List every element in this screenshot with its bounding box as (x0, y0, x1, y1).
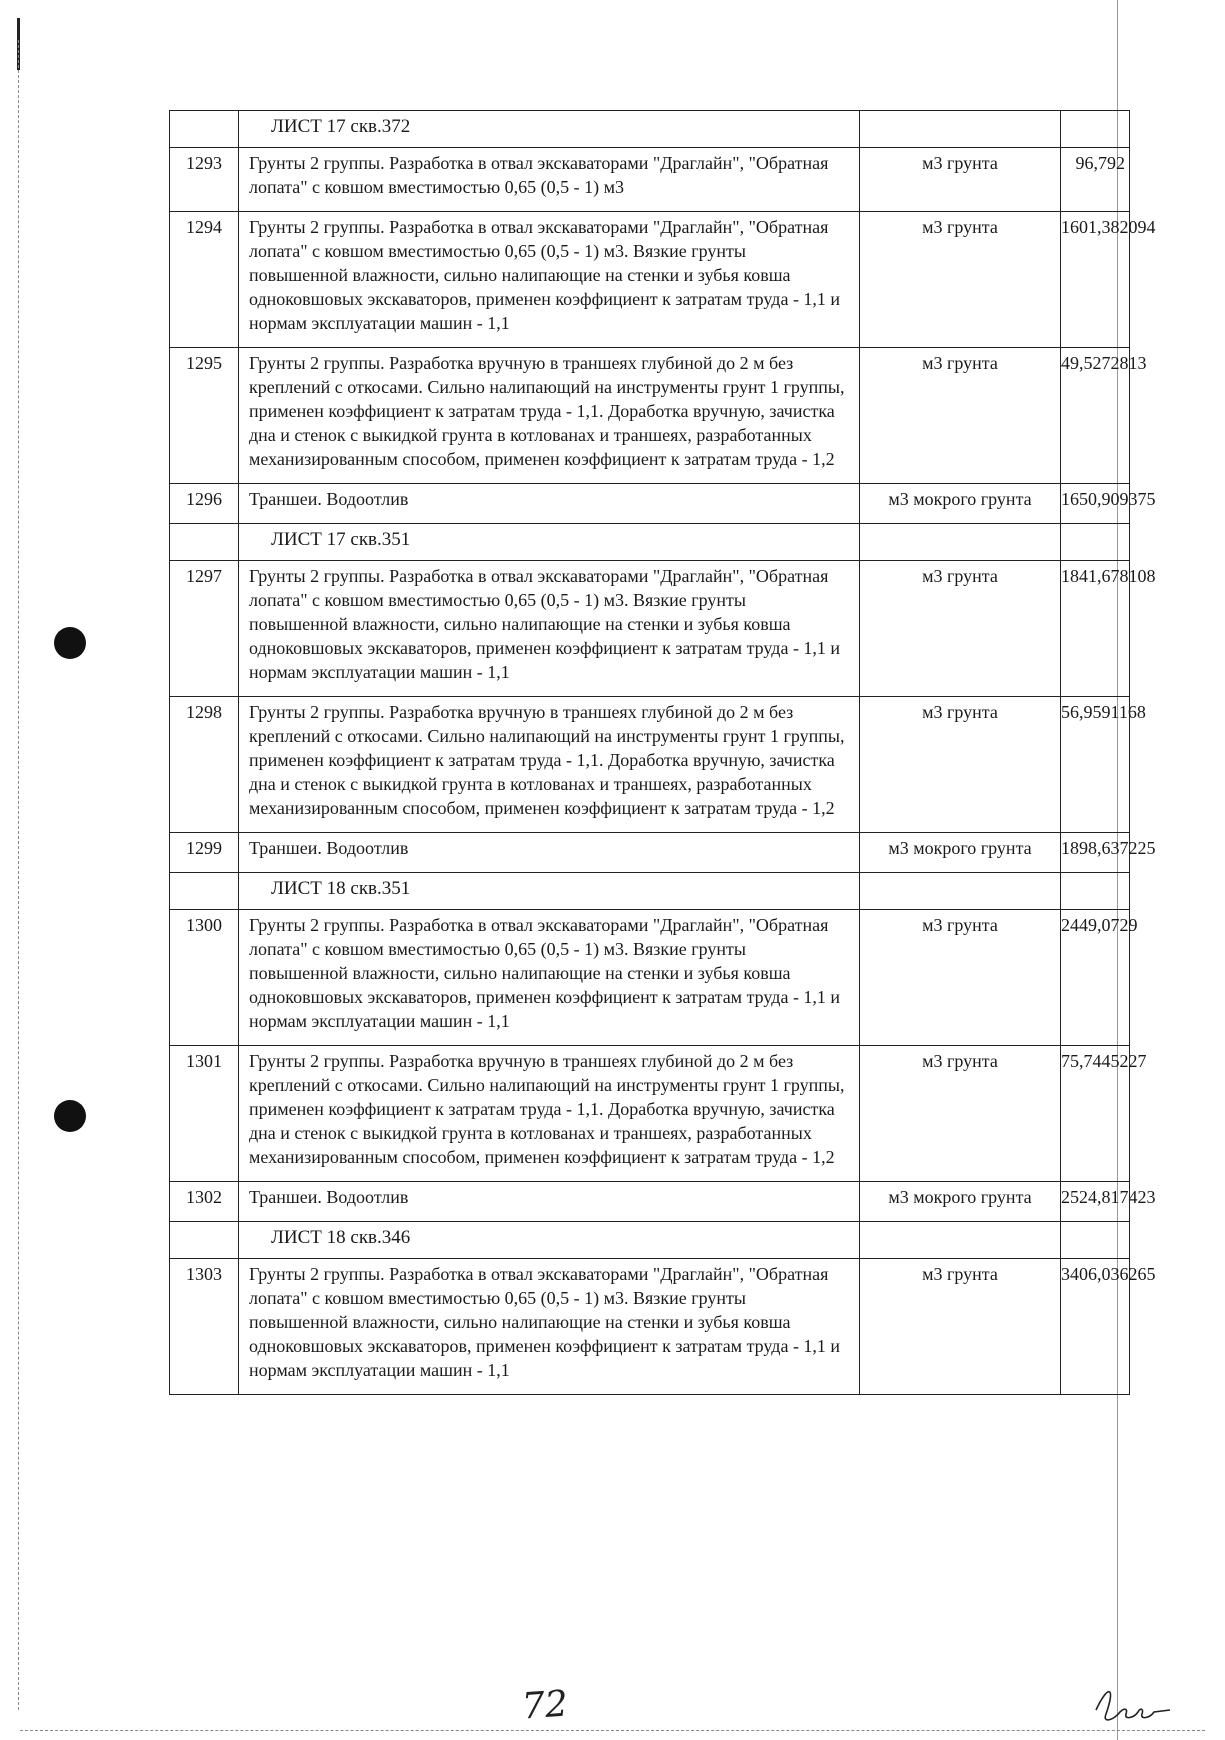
unit-of-measure: м3 мокрого грунта (888, 489, 1032, 509)
unit-of-measure: м3 грунта (922, 566, 998, 586)
table-row (170, 561, 1130, 697)
quantity-value: 75,7445227 (1061, 1051, 1147, 1071)
section-header (170, 1222, 1130, 1259)
estimate-table (169, 110, 1156, 1395)
work-description: Грунты 2 группы. Разработка вручную в траншеях глубиной до 2 м без креплений с откосами. Сильно налипающий на инструменты грунт 1 группы, применен коэффициент к затратам труда - 1,1. Доработка вручную, зачистка дна и стенок с выкидкой грунта в котлованах и траншеях, разработанных механизированным способом, применен коэффициент к затратам труда - 1,2 (249, 702, 845, 818)
work-description: Грунты 2 группы. Разработка в отвал экскаваторами "Драглайн", "Обратная лопата" с ковшом вместимостью 0,65 (0,5 - 1) м3. Вязкие грунты повышенной влажности, сильно налипающие на стенки и зубья ковша одноковшовых экскаваторов, применен коэффициент к затратам труда - 1,1 и нормам эксплуатации машин - 1,1 (249, 566, 841, 682)
row-number: 1302 (186, 1187, 222, 1207)
table-row (170, 212, 1130, 348)
work-description: Грунты 2 группы. Разработка в отвал экскаваторами "Драглайн", "Обратная лопата" с ковшом вместимостью 0,65 (0,5 - 1) м3. Вязкие грунты повышенной влажности, сильно налипающие на стенки и зубья ковша одноковшовых экскаваторов, применен коэффициент к затратам труда - 1,1 и нормам эксплуатации машин - 1,1 (249, 1264, 841, 1380)
table-row (170, 697, 1130, 833)
unit-of-measure: м3 грунта (922, 353, 998, 373)
unit-of-measure: м3 грунта (922, 217, 998, 237)
work-description: Грунты 2 группы. Разработка вручную в траншеях глубиной до 2 м без креплений с откосами. Сильно налипающий на инструменты грунт 1 группы, применен коэффициент к затратам труда - 1,1. Доработка вручную, зачистка дна и стенок с выкидкой грунта в котлованах и траншеях, разработанных механизированным способом, применен коэффициент к затратам труда - 1,2 (249, 353, 845, 469)
work-description: Траншеи. Водоотлив (249, 838, 409, 858)
section-header (170, 524, 1130, 561)
table-row (170, 484, 1130, 524)
row-number: 1298 (186, 702, 222, 722)
quantity-value: 49,5272813 (1061, 353, 1147, 373)
punch-hole (54, 627, 86, 659)
unit-of-measure: м3 грунта (922, 702, 998, 722)
section-title: ЛИСТ 18 скв.351 (239, 873, 860, 910)
section-title: ЛИСТ 17 скв.351 (239, 524, 860, 561)
left-margin-line (18, 40, 19, 1710)
bottom-margin-line (20, 1730, 1205, 1731)
quantity-value: 1650,909375 (1061, 489, 1156, 509)
quantity-value: 2524,817423 (1061, 1187, 1156, 1207)
punch-hole (54, 1100, 86, 1132)
unit-of-measure: м3 грунта (922, 1264, 998, 1284)
quantity-value: 1898,637225 (1061, 838, 1156, 858)
work-description: Грунты 2 группы. Разработка в отвал экскаваторами "Драглайн", "Обратная лопата" с ковшом вместимостью 0,65 (0,5 - 1) м3. Вязкие грунты повышенной влажности, сильно налипающие на стенки и зубья ковша одноковшовых экскаваторов, применен коэффициент к затратам труда - 1,1 и нормам эксплуатации машин - 1,1 (249, 217, 841, 333)
row-number: 1300 (186, 915, 222, 935)
page-number: 72 (520, 1683, 570, 1728)
quantity-value: 1841,678108 (1061, 566, 1156, 586)
table-row (170, 148, 1130, 212)
table-row (170, 833, 1130, 873)
work-description: Траншеи. Водоотлив (249, 1187, 409, 1207)
work-description: Грунты 2 группы. Разработка вручную в траншеях глубиной до 2 м без креплений с откосами. Сильно налипающий на инструменты грунт 1 группы, применен коэффициент к затратам труда - 1,1. Доработка вручную, зачистка дна и стенок с выкидкой грунта в котлованах и траншеях, разработанных механизированным способом, применен коэффициент к затратам труда - 1,2 (249, 1051, 845, 1167)
section-title: ЛИСТ 18 скв.346 (239, 1222, 860, 1259)
quantity-value: 56,9591168 (1061, 702, 1146, 722)
row-number: 1297 (186, 566, 222, 586)
table-row (170, 1259, 1130, 1395)
section-header (170, 873, 1130, 910)
row-number: 1301 (186, 1051, 222, 1071)
unit-of-measure: м3 грунта (922, 153, 998, 173)
signature (1090, 1680, 1180, 1730)
section-title: ЛИСТ 17 скв.372 (239, 111, 860, 148)
table-row (170, 910, 1130, 1046)
unit-of-measure: м3 грунта (922, 1051, 998, 1071)
unit-of-measure: м3 мокрого грунта (888, 1187, 1032, 1207)
table-row (170, 348, 1130, 484)
quantity-value: 3406,036265 (1061, 1264, 1156, 1284)
unit-of-measure: м3 мокрого грунта (888, 838, 1032, 858)
row-number: 1293 (186, 153, 222, 173)
table-row (170, 1182, 1130, 1222)
row-number: 1303 (186, 1264, 222, 1284)
row-number: 1295 (186, 353, 222, 373)
row-number: 1294 (186, 217, 222, 237)
section-header (170, 111, 1130, 148)
quantity-value: 96,792 (1075, 153, 1125, 173)
table-row (170, 1046, 1130, 1182)
row-number: 1296 (186, 489, 222, 509)
quantity-value: 1601,382094 (1061, 217, 1156, 237)
row-number: 1299 (186, 838, 222, 858)
quantity-value: 2449,0729 (1061, 915, 1138, 935)
unit-of-measure: м3 грунта (922, 915, 998, 935)
work-description: Грунты 2 группы. Разработка в отвал экскаваторами "Драглайн", "Обратная лопата" с ковшом вместимостью 0,65 (0,5 - 1) м3 (249, 153, 829, 197)
work-description: Траншеи. Водоотлив (249, 489, 409, 509)
work-description: Грунты 2 группы. Разработка в отвал экскаваторами "Драглайн", "Обратная лопата" с ковшом вместимостью 0,65 (0,5 - 1) м3. Вязкие грунты повышенной влажности, сильно налипающие на стенки и зубья ковша одноковшовых экскаваторов, применен коэффициент к затратам труда - 1,1 и нормам эксплуатации машин - 1,1 (249, 915, 841, 1031)
